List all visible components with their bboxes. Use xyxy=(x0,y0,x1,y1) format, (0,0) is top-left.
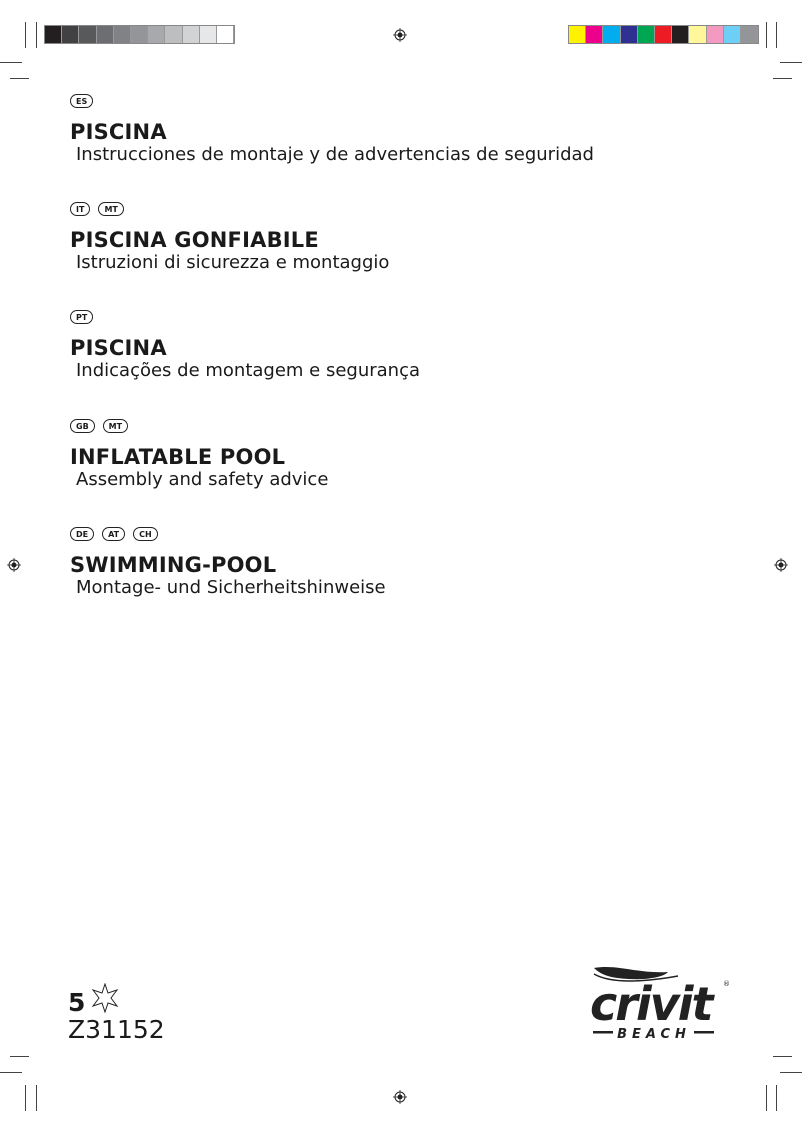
color-swatch xyxy=(79,26,96,43)
registration-mark-icon xyxy=(774,558,788,572)
language-section xyxy=(70,527,386,599)
language-badge: MT xyxy=(98,202,123,216)
language-badges xyxy=(70,202,389,218)
product-subtitle: Istruzioni di sicurezza e montaggio xyxy=(76,252,390,273)
svg-text:BEACH: BEACH xyxy=(617,1027,691,1042)
svg-text:®: ® xyxy=(723,980,730,988)
language-badge: AT xyxy=(102,527,125,541)
color-swatch xyxy=(114,26,131,43)
color-swatch xyxy=(655,26,672,43)
registration-mark-icon xyxy=(7,558,21,572)
crop-mark xyxy=(0,62,22,63)
crop-mark xyxy=(766,22,767,48)
color-swatch xyxy=(638,26,655,43)
color-swatch xyxy=(689,26,706,43)
language-badge: DE xyxy=(70,527,94,541)
crop-mark xyxy=(773,1056,792,1057)
language-badge: IT xyxy=(70,202,90,216)
language-badges xyxy=(70,527,386,543)
svg-text:crivit: crivit xyxy=(590,977,712,1031)
product-subtitle: Assembly and safety advice xyxy=(76,469,329,490)
crivit-beach-logo xyxy=(588,962,733,1051)
color-swatch xyxy=(707,26,724,43)
language-section xyxy=(70,310,420,382)
language-section xyxy=(70,419,328,491)
crop-mark xyxy=(25,22,26,48)
crop-mark xyxy=(25,1085,26,1111)
color-swatch xyxy=(200,26,217,43)
color-swatch xyxy=(62,26,79,43)
language-badges xyxy=(70,94,594,110)
color-swatch xyxy=(165,26,182,43)
language-badges xyxy=(70,419,328,435)
crop-mark xyxy=(780,62,802,63)
crop-mark xyxy=(776,22,777,48)
product-subtitle: Instrucciones de montaje y de advertencias de seguridad xyxy=(76,144,594,165)
crop-mark xyxy=(766,1085,767,1111)
crop-mark xyxy=(0,1072,22,1073)
crop-mark xyxy=(10,1056,29,1057)
color-swatch xyxy=(183,26,200,43)
color-swatch xyxy=(569,26,586,43)
grayscale-color-bar xyxy=(44,25,235,44)
crop-mark xyxy=(36,22,37,48)
color-swatch xyxy=(217,26,234,43)
product-title: INFLATABLE POOL xyxy=(70,445,286,469)
star-icon xyxy=(90,983,120,1013)
color-swatch xyxy=(97,26,114,43)
language-badges xyxy=(70,310,420,326)
language-badge: GB xyxy=(70,419,95,433)
process-color-bar xyxy=(568,25,759,44)
color-swatch xyxy=(45,26,62,43)
product-title: PISCINA xyxy=(70,336,167,360)
registration-mark-icon xyxy=(393,28,407,42)
product-title: SWIMMING-POOL xyxy=(70,553,277,577)
color-swatch xyxy=(672,26,689,43)
color-swatch xyxy=(603,26,620,43)
footer-number: 5 xyxy=(68,983,120,1017)
language-section xyxy=(70,94,594,166)
color-swatch xyxy=(724,26,741,43)
product-subtitle: Indicações de montagem e segurança xyxy=(76,360,421,381)
crop-mark xyxy=(776,1085,777,1111)
crop-mark xyxy=(773,78,792,79)
crop-mark xyxy=(10,78,29,79)
color-swatch xyxy=(586,26,603,43)
product-title: PISCINA xyxy=(70,120,167,144)
product-title: PISCINA GONFIABILE xyxy=(70,228,319,252)
language-badge: PT xyxy=(70,310,93,324)
crop-mark xyxy=(780,1072,802,1073)
language-badge: MT xyxy=(103,419,128,433)
model-number: Z31152 xyxy=(68,1015,165,1044)
color-swatch xyxy=(148,26,165,43)
color-swatch xyxy=(131,26,148,43)
registration-mark-icon xyxy=(393,1090,407,1104)
language-badge: ES xyxy=(70,94,93,108)
crop-mark xyxy=(36,1085,37,1111)
language-section xyxy=(70,202,389,274)
color-swatch xyxy=(621,26,638,43)
language-badge: CH xyxy=(133,527,158,541)
color-swatch xyxy=(741,26,758,43)
product-subtitle: Montage- und Sicherheitshinweise xyxy=(76,577,386,598)
